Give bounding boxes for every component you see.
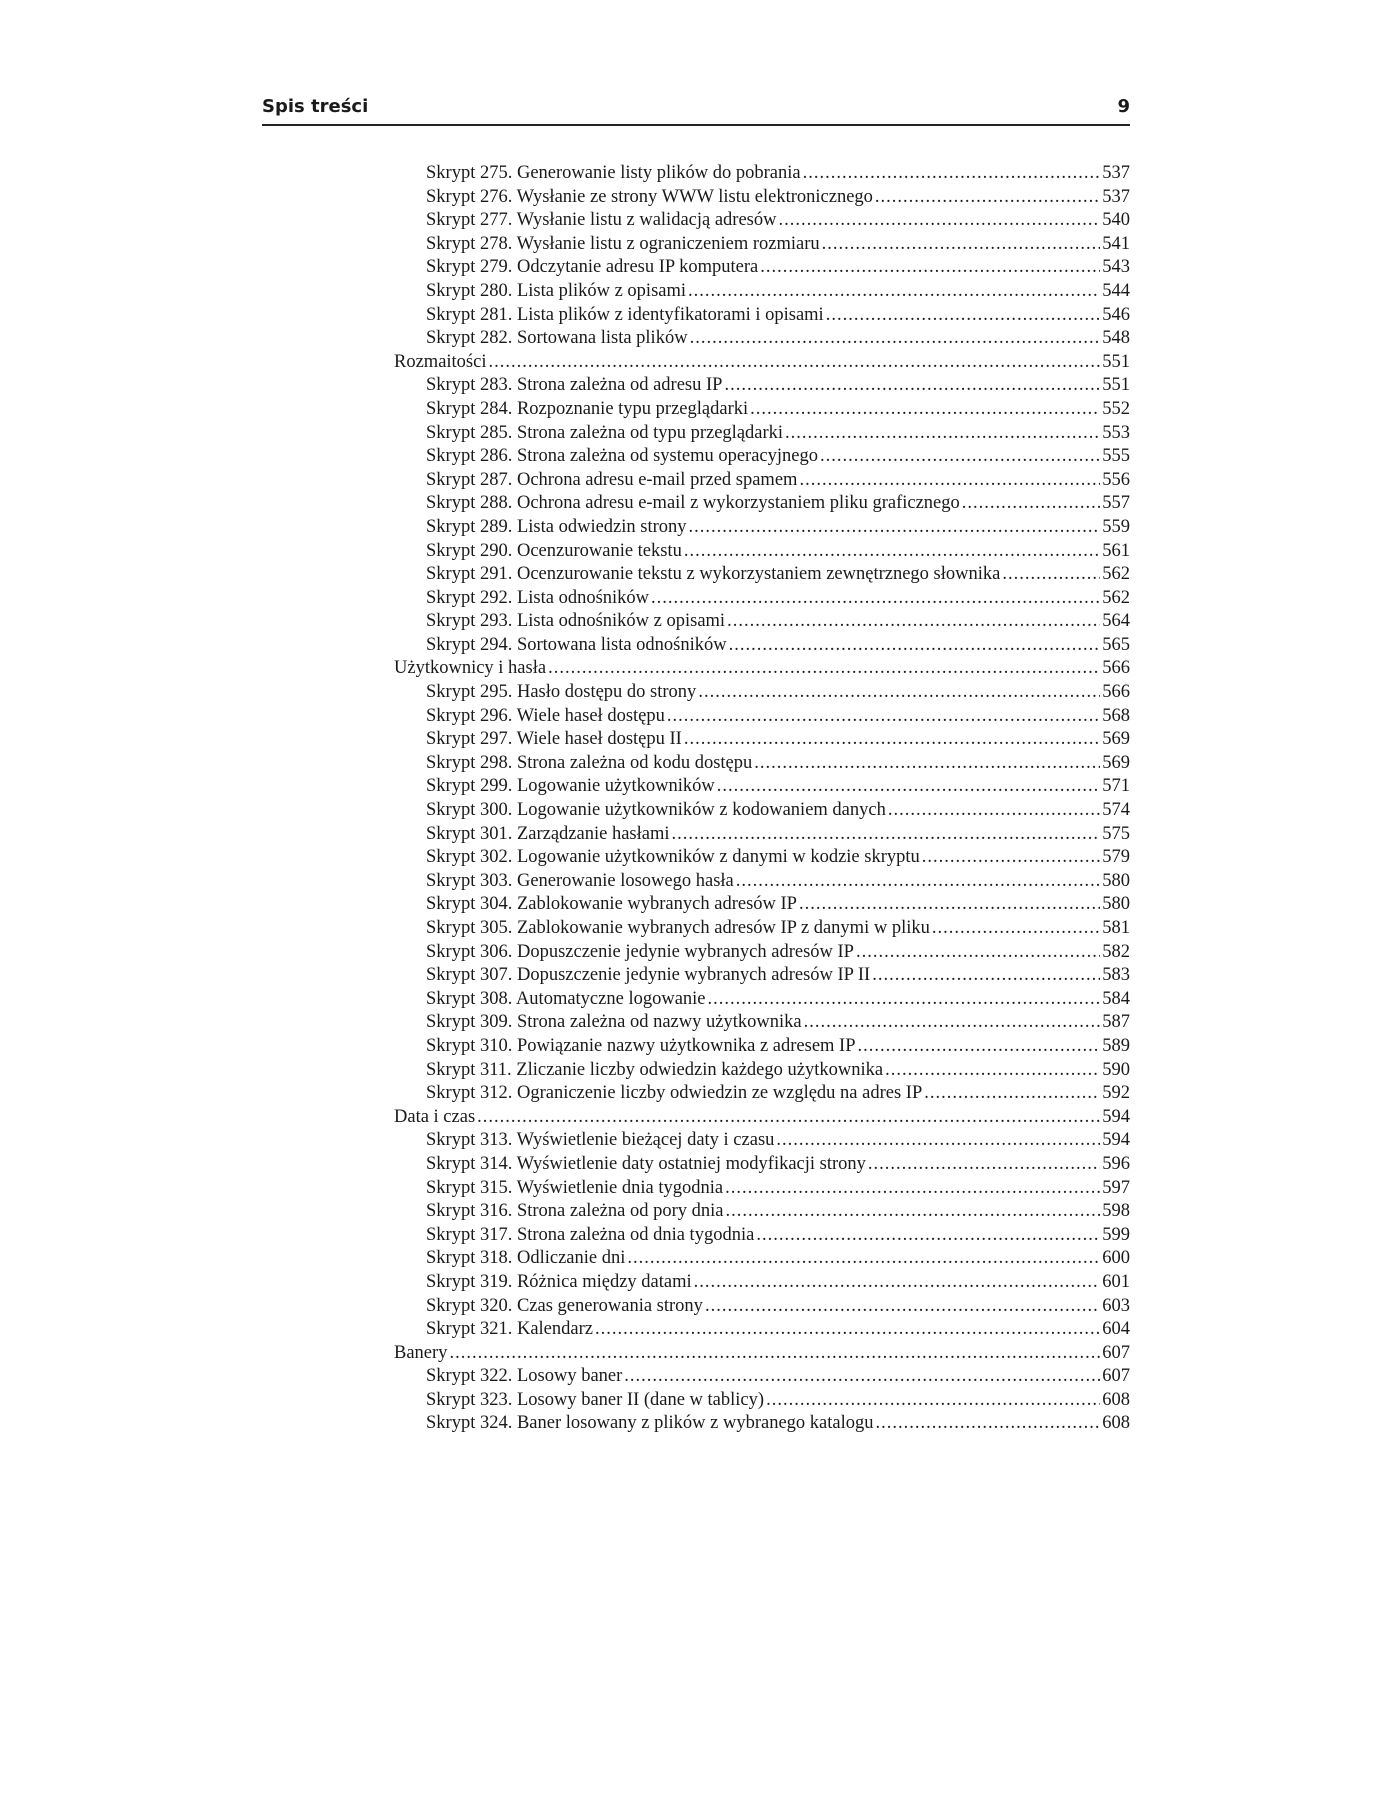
toc-script-entry	[394, 587, 1130, 611]
toc-entry-label: Skrypt 295. Hasło dostępu do strony	[426, 682, 697, 703]
toc-entry-page: 575	[1102, 823, 1130, 844]
toc-entry-label: Skrypt 280. Lista plików z opisami	[426, 280, 687, 301]
toc-script-entry	[394, 728, 1130, 752]
toc-entry-label: Skrypt 315. Wyświetlenie dnia tygodnia	[426, 1177, 724, 1198]
page-number: 9	[1117, 96, 1130, 117]
running-header-title: Spis treści	[262, 96, 369, 117]
dot-leader	[799, 469, 1100, 493]
toc-script-entry	[394, 186, 1130, 210]
toc-script-entry	[394, 1059, 1130, 1083]
toc-script-entry	[394, 422, 1130, 446]
toc-entry-page: 594	[1102, 1130, 1130, 1151]
toc-script-entry	[394, 374, 1130, 398]
dot-leader	[694, 1271, 1101, 1295]
toc-entry-page: 599	[1102, 1224, 1130, 1245]
toc-entry-label: Data i czas	[394, 1106, 476, 1127]
toc-entry-page: 556	[1102, 469, 1130, 490]
toc-script-entry	[394, 1153, 1130, 1177]
toc-script-entry	[394, 799, 1130, 823]
toc-entry-label: Skrypt 281. Lista plików z identyfikatorami i opisami	[426, 304, 824, 325]
toc-script-entry	[394, 1082, 1130, 1106]
toc-entry-label: Skrypt 314. Wyświetlenie daty ostatniej modyfikacji strony	[426, 1153, 866, 1174]
toc-script-entry	[394, 1200, 1130, 1224]
toc-entry-label: Skrypt 321. Kalendarz	[426, 1319, 593, 1340]
toc-script-entry	[394, 941, 1130, 965]
toc-entry-page: 566	[1102, 658, 1130, 679]
toc-script-entry	[394, 846, 1130, 870]
toc-entry-page: 607	[1102, 1366, 1130, 1387]
toc-script-entry	[394, 162, 1130, 186]
toc-entry-page: 608	[1102, 1413, 1130, 1434]
toc-script-entry	[394, 1224, 1130, 1248]
toc-entry-label: Skrypt 286. Strona zależna od systemu operacyjnego	[426, 446, 818, 467]
toc-entry-page: 540	[1102, 210, 1130, 231]
dot-leader	[766, 1389, 1100, 1413]
dot-leader	[725, 1200, 1100, 1224]
dot-leader	[932, 917, 1100, 941]
running-header	[262, 96, 1130, 124]
toc-entry-page: 569	[1102, 729, 1130, 750]
dot-leader	[856, 941, 1100, 965]
toc-entry-page: 546	[1102, 304, 1130, 325]
toc-entry-page: 582	[1102, 941, 1130, 962]
toc-section-entry	[394, 1342, 1130, 1366]
toc-entry-label: Skrypt 291. Ocenzurowanie tekstu z wykorzystaniem zewnętrznego słownika	[426, 564, 1001, 585]
dot-leader	[1002, 563, 1100, 587]
toc-script-entry	[394, 1412, 1130, 1436]
dot-leader	[708, 988, 1101, 1012]
toc-script-entry	[394, 1247, 1130, 1271]
toc-entry-label: Skrypt 296. Wiele haseł dostępu	[426, 705, 665, 726]
toc-entry-page: 562	[1102, 587, 1130, 608]
toc-entry-label: Skrypt 282. Sortowana lista plików	[426, 328, 688, 349]
toc-entry-page: 551	[1102, 375, 1130, 396]
toc-entry-page: 600	[1102, 1248, 1130, 1269]
toc-entry-label: Użytkownicy i hasła	[394, 658, 547, 679]
dot-leader	[778, 209, 1100, 233]
toc-entry-label: Skrypt 275. Generowanie listy plików do pobrania	[426, 163, 801, 183]
toc-entry-label: Skrypt 290. Ocenzurowanie tekstu	[426, 540, 682, 561]
toc-script-entry	[394, 516, 1130, 540]
toc-entry-label: Skrypt 309. Strona zależna od nazwy użytkownika	[426, 1012, 802, 1033]
toc-script-entry	[394, 280, 1130, 304]
toc-entry-page: 568	[1102, 705, 1130, 726]
toc-entry-label: Skrypt 305. Zablokowanie wybranych adresów IP z danymi w pliku	[426, 918, 930, 938]
dot-leader	[689, 516, 1101, 540]
dot-leader	[785, 422, 1100, 446]
toc-entry-page: 580	[1102, 894, 1130, 915]
toc-entry-page: 596	[1102, 1153, 1130, 1174]
toc-entry-page: 592	[1102, 1083, 1130, 1104]
toc-entry-label: Skrypt 301. Zarządzanie hasłami	[426, 823, 670, 844]
toc-entry-label: Skrypt 284. Rozpoznanie typu przeglądarki	[426, 398, 749, 419]
toc-entry-page: 544	[1102, 280, 1130, 301]
dot-leader	[822, 233, 1101, 257]
toc-entry-page: 597	[1102, 1177, 1130, 1198]
dot-leader	[698, 681, 1100, 705]
toc-script-entry	[394, 634, 1130, 658]
toc-script-entry	[394, 1129, 1130, 1153]
toc-script-entry	[394, 681, 1130, 705]
toc-script-entry	[394, 469, 1130, 493]
toc-script-entry	[394, 233, 1130, 257]
toc-entry-label: Skrypt 304. Zablokowanie wybranych adresów IP	[426, 894, 797, 915]
toc-entry-page: 548	[1102, 328, 1130, 349]
dot-leader	[727, 610, 1100, 634]
dot-leader	[688, 280, 1100, 304]
dot-leader	[750, 398, 1100, 422]
dot-leader	[875, 186, 1100, 210]
toc-script-entry	[394, 1389, 1130, 1413]
toc-entry-label: Skrypt 297. Wiele haseł dostępu II	[426, 729, 682, 750]
toc-entry-page: 579	[1102, 847, 1130, 868]
toc-entry-page: 565	[1102, 634, 1130, 655]
toc-script-entry	[394, 304, 1130, 328]
toc-entry-page: 559	[1102, 516, 1130, 537]
dot-leader	[651, 587, 1100, 611]
toc-script-entry	[394, 398, 1130, 422]
toc-script-entry	[394, 1318, 1130, 1342]
dot-leader	[667, 705, 1100, 729]
toc-entry-label: Skrypt 318. Odliczanie dni	[426, 1248, 626, 1269]
toc-script-entry	[394, 540, 1130, 564]
toc-section-entry	[394, 1106, 1130, 1130]
toc-entry-label: Skrypt 279. Odczytanie adresu IP komputera	[426, 257, 759, 278]
toc-entry-page: 571	[1102, 776, 1130, 797]
toc-script-entry	[394, 563, 1130, 587]
dot-leader	[776, 1129, 1100, 1153]
dot-leader	[477, 1106, 1100, 1130]
toc-entry-label: Skrypt 302. Logowanie użytkowników z danymi w kodzie skryptu	[426, 847, 920, 868]
dot-leader	[754, 752, 1100, 776]
toc-entry-page: 564	[1102, 611, 1130, 632]
dot-leader	[729, 634, 1101, 658]
toc-entry-page: 551	[1102, 351, 1130, 372]
toc-entry-page: 557	[1102, 493, 1130, 514]
dot-leader	[888, 799, 1100, 823]
toc-script-entry	[394, 209, 1130, 233]
toc-script-entry	[394, 870, 1130, 894]
toc-script-entry	[394, 1271, 1130, 1295]
toc-entry-label: Skrypt 307. Dopuszczenie jedynie wybranych adresów IP II	[426, 965, 871, 986]
toc-script-entry	[394, 1365, 1130, 1389]
dot-leader	[736, 870, 1100, 894]
toc-entry-page: 587	[1102, 1012, 1130, 1033]
toc-script-entry	[394, 1295, 1130, 1319]
dot-leader	[684, 540, 1100, 564]
toc-entry-label: Skrypt 293. Lista odnośników z opisami	[426, 611, 726, 632]
toc-entry-label: Skrypt 300. Logowanie użytkowników z kodowaniem danych	[426, 800, 886, 821]
table-of-contents	[394, 162, 1130, 1436]
toc-entry-label: Skrypt 308. Automatyczne logowanie	[426, 988, 706, 1009]
toc-entry-page: 607	[1102, 1342, 1130, 1363]
toc-script-entry	[394, 964, 1130, 988]
toc-script-entry	[394, 256, 1130, 280]
dot-leader	[872, 964, 1100, 988]
toc-entry-page: 604	[1102, 1319, 1130, 1340]
toc-entry-label: Skrypt 303. Generowanie losowego hasła	[426, 870, 734, 891]
dot-leader	[876, 1412, 1101, 1436]
toc-entry-page: 581	[1102, 918, 1130, 938]
toc-script-entry	[394, 917, 1130, 941]
dot-leader	[885, 1059, 1100, 1083]
toc-entry-label: Skrypt 277. Wysłanie listu z walidacją adresów	[426, 210, 777, 231]
dot-leader	[868, 1153, 1100, 1177]
toc-script-entry	[394, 823, 1130, 847]
dot-leader	[672, 823, 1101, 847]
toc-entry-label: Skrypt 292. Lista odnośników	[426, 587, 650, 608]
toc-script-entry	[394, 705, 1130, 729]
toc-entry-page: 569	[1102, 752, 1130, 773]
toc-entry-page: 580	[1102, 870, 1130, 891]
toc-entry-page: 562	[1102, 564, 1130, 585]
toc-script-entry	[394, 775, 1130, 799]
toc-entry-label: Rozmaitości	[394, 351, 487, 372]
dot-leader	[820, 445, 1100, 469]
toc-script-entry	[394, 893, 1130, 917]
toc-entry-page: 541	[1102, 233, 1130, 254]
toc-entry-page: 566	[1102, 682, 1130, 703]
dot-leader	[962, 492, 1100, 516]
toc-entry-label: Skrypt 289. Lista odwiedzin strony	[426, 516, 687, 537]
toc-entry-label: Banery	[394, 1342, 448, 1363]
toc-entry-page: 537	[1102, 163, 1130, 183]
dot-leader	[803, 162, 1101, 186]
toc-entry-label: Skrypt 324. Baner losowany z plików z wybranego katalogu	[426, 1413, 874, 1434]
toc-entry-label: Skrypt 322. Losowy baner	[426, 1366, 623, 1387]
toc-entry-label: Skrypt 285. Strona zależna od typu przeglądarki	[426, 422, 784, 443]
toc-entry-page: 584	[1102, 988, 1130, 1009]
toc-entry-label: Skrypt 283. Strona zależna od adresu IP	[426, 375, 723, 396]
dot-leader	[804, 1011, 1101, 1035]
toc-entry-page: 555	[1102, 446, 1130, 467]
toc-entry-page: 608	[1102, 1389, 1130, 1410]
dot-leader	[922, 846, 1100, 870]
dot-leader	[756, 1224, 1100, 1248]
toc-entry-page: 598	[1102, 1201, 1130, 1222]
toc-script-entry	[394, 1177, 1130, 1201]
toc-section-entry	[394, 351, 1130, 375]
toc-entry-label: Skrypt 288. Ochrona adresu e-mail z wykorzystaniem pliku graficznego	[426, 493, 960, 514]
toc-entry-label: Skrypt 276. Wysłanie ze strony WWW listu elektronicznego	[426, 186, 873, 207]
toc-entry-page: 552	[1102, 398, 1130, 419]
dot-leader	[627, 1247, 1100, 1271]
dot-leader	[799, 893, 1100, 917]
toc-entry-label: Skrypt 312. Ograniczenie liczby odwiedzin ze względu na adres IP	[426, 1083, 923, 1104]
toc-entry-page: 603	[1102, 1295, 1130, 1316]
toc-script-entry	[394, 327, 1130, 351]
toc-entry-label: Skrypt 323. Losowy baner II (dane w tablicy)	[426, 1389, 765, 1410]
toc-entry-page: 553	[1102, 422, 1130, 443]
toc-script-entry	[394, 1011, 1130, 1035]
dot-leader	[595, 1318, 1100, 1342]
toc-entry-page: 537	[1102, 186, 1130, 207]
toc-entry-label: Skrypt 316. Strona zależna od pory dnia	[426, 1201, 724, 1222]
dot-leader	[488, 351, 1100, 375]
toc-entry-label: Skrypt 278. Wysłanie listu z ograniczeniem rozmiaru	[426, 233, 820, 254]
toc-entry-label: Skrypt 320. Czas generowania strony	[426, 1295, 703, 1316]
toc-script-entry	[394, 492, 1130, 516]
toc-script-entry	[394, 752, 1130, 776]
dot-leader	[705, 1295, 1100, 1319]
toc-entry-label: Skrypt 311. Zliczanie liczby odwiedzin każdego użytkownika	[426, 1059, 884, 1080]
toc-entry-label: Skrypt 306. Dopuszczenie jedynie wybranych adresów IP	[426, 941, 854, 962]
toc-entry-label: Skrypt 317. Strona zależna od dnia tygodnia	[426, 1224, 755, 1245]
toc-entry-label: Skrypt 287. Ochrona adresu e-mail przed spamem	[426, 469, 798, 490]
dot-leader	[826, 304, 1101, 328]
toc-script-entry	[394, 1035, 1130, 1059]
dot-leader	[684, 728, 1100, 752]
toc-entry-page: 590	[1102, 1059, 1130, 1080]
header-divider	[262, 124, 1130, 126]
toc-entry-label: Skrypt 313. Wyświetlenie bieżącej daty i czasu	[426, 1130, 775, 1151]
toc-entry-page: 583	[1102, 965, 1130, 986]
dot-leader	[548, 657, 1100, 681]
toc-entry-label: Skrypt 298. Strona zależna od kodu dostępu	[426, 752, 753, 773]
toc-entry-label: Skrypt 319. Różnica między datami	[426, 1271, 692, 1292]
dot-leader	[717, 775, 1100, 799]
toc-entry-page: 543	[1102, 257, 1130, 278]
toc-entry-label: Skrypt 294. Sortowana lista odnośników	[426, 634, 727, 655]
dot-leader	[624, 1365, 1100, 1389]
toc-entry-label: Skrypt 299. Logowanie użytkowników	[426, 776, 715, 797]
dot-leader	[724, 374, 1100, 398]
toc-script-entry	[394, 445, 1130, 469]
toc-section-entry	[394, 657, 1130, 681]
toc-entry-page: 574	[1102, 800, 1130, 821]
toc-entry-page: 561	[1102, 540, 1130, 561]
dot-leader	[449, 1342, 1100, 1366]
dot-leader	[760, 256, 1100, 280]
toc-script-entry	[394, 988, 1130, 1012]
toc-entry-page: 589	[1102, 1035, 1130, 1056]
dot-leader	[690, 327, 1101, 351]
dot-leader	[725, 1177, 1100, 1201]
toc-entry-page: 601	[1102, 1271, 1130, 1292]
dot-leader	[924, 1082, 1100, 1106]
dot-leader	[858, 1035, 1101, 1059]
toc-entry-page: 594	[1102, 1106, 1130, 1127]
toc-entry-label: Skrypt 310. Powiązanie nazwy użytkownika z adresem IP	[426, 1035, 856, 1056]
toc-script-entry	[394, 610, 1130, 634]
